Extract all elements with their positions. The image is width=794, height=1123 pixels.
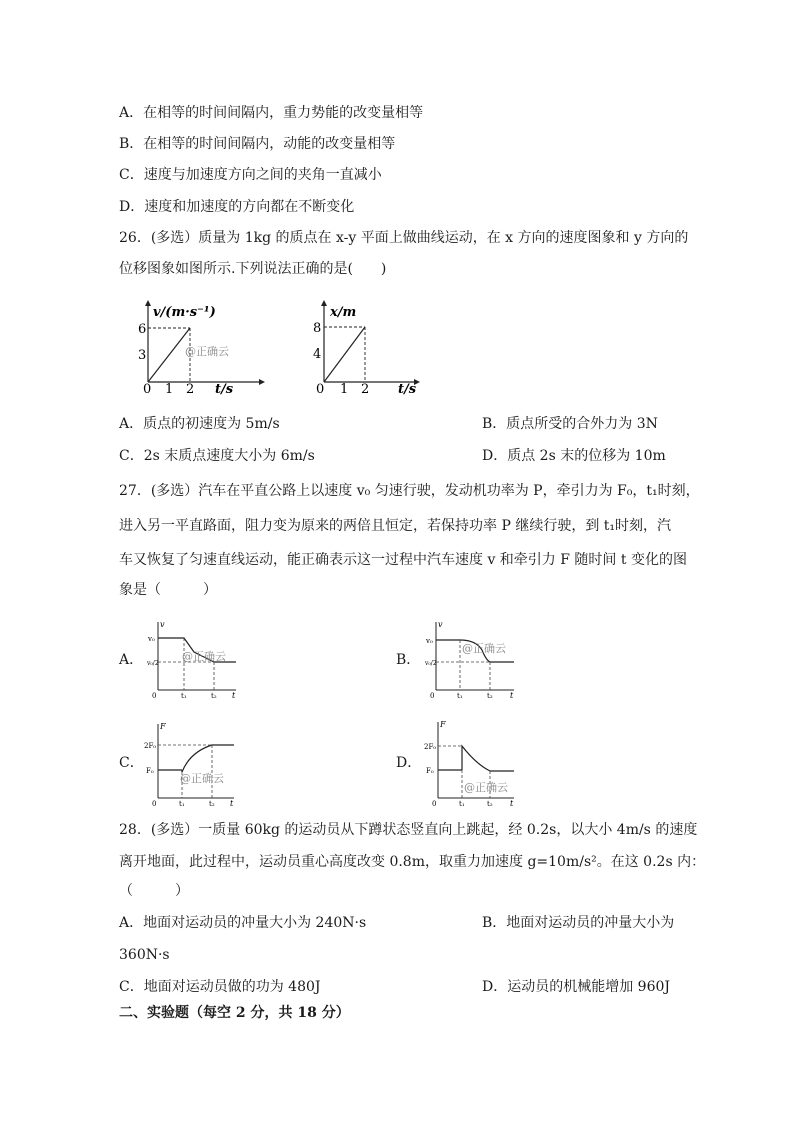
q27b-t-axis: t xyxy=(510,691,514,698)
q28-option-b-line1: B．地面对运动员的冲量大小为 xyxy=(482,915,675,931)
graph1-ytick-3: 3 xyxy=(138,348,147,363)
q28-stem-line3: （ ） xyxy=(119,883,189,899)
q27c-f-axis: F xyxy=(160,722,166,731)
q27d-f-axis: F xyxy=(440,720,446,729)
q26-option-a: A．质点的初速度为 5m/s xyxy=(119,416,280,432)
graph1-ytick-6: 6 xyxy=(138,322,147,337)
q27c-t-axis: t xyxy=(230,799,234,806)
graph2-xtick-2: 2 xyxy=(361,382,370,396)
graph2-ytick-4: 4 xyxy=(313,347,322,362)
q26-stem-line1: 26．(多选）质量为 1kg 的质点在 x-y 平面上做曲线运动，在 x 方向的速度图象和 y 方向的 xyxy=(119,230,689,246)
q27a-t-axis: t xyxy=(232,691,236,698)
q26-option-d: D．质点 2s 末的位移为 10m xyxy=(482,448,666,464)
q27-stem-line2: 进入另一平直路面，阻力变为原来的两倍且恒定，若保持功率 P 继续行驶，到 t₁时刻，汽 xyxy=(119,518,672,534)
q27a-origin: 0 xyxy=(152,692,157,698)
q26-option-c: C．2s 末质点速度大小为 6m/s xyxy=(119,448,315,464)
q27-graph-c xyxy=(144,720,239,806)
q27a-v0-half: v₀/2 xyxy=(147,660,159,667)
q27a-v-axis: v xyxy=(160,620,165,629)
q25-option-b: B．在相等的时间间隔内，动能的改变量相等 xyxy=(119,136,396,152)
q27c-t2: t₂ xyxy=(209,800,215,806)
q27a-v0: v₀ xyxy=(148,635,155,643)
q27d-t-axis: t xyxy=(510,799,514,806)
q27b-v0-half: v₀/2 xyxy=(425,660,437,667)
q27-stem-line3: 车又恢复了匀速直线运动，能正确表示这一过程中汽车速度 v 和牵引力 F 随时间 t 变化的图 xyxy=(119,552,687,568)
graph1-ylabel: v/(m·s⁻¹) xyxy=(153,305,216,320)
q27b-watermark: @正确云 xyxy=(462,642,506,655)
q27c-f0: F₀ xyxy=(146,767,154,775)
q28-option-d: D．运动员的机械能增加 960J xyxy=(482,979,671,995)
q27d-t1: t₁ xyxy=(459,800,465,806)
graph2-ylabel: x/m xyxy=(330,305,357,320)
q27-graph-b xyxy=(424,618,519,698)
q25-option-d: D．速度和加速度的方向都在不断变化 xyxy=(119,199,355,215)
q27b-v-axis: v xyxy=(438,620,443,629)
q27d-origin: 0 xyxy=(432,800,437,806)
q27-graph-a xyxy=(146,618,241,698)
q26-graph-displacement xyxy=(310,296,425,396)
q26-stem-line2: 位移图象如图所示.下列说法正确的是( ) xyxy=(119,261,387,277)
q27-option-a-label: A． xyxy=(119,652,144,668)
q26-option-b: B．质点所受的合外力为 3N xyxy=(482,416,658,432)
q28-option-b-line2: 360N·s xyxy=(119,947,170,963)
q27c-watermark: @正确云 xyxy=(180,772,224,785)
q27c-origin: 0 xyxy=(152,800,157,806)
q27a-t1: t₁ xyxy=(181,692,187,698)
q26-graph-velocity xyxy=(135,296,265,396)
q28-stem-line1: 28．(多选）一质量 60kg 的运动员从下蹲状态竖直向上跳起，经 0.2s，以大小 4m/s 的速度 xyxy=(119,822,698,838)
q27d-t2: t₂ xyxy=(487,800,493,806)
q27-stem-line4: 象是（ ） xyxy=(119,582,217,598)
graph1-xlabel: t/s xyxy=(215,382,234,396)
q27a-t2: t₂ xyxy=(211,692,217,698)
q27d-watermark: @正确云 xyxy=(464,781,508,794)
q27-option-b-label: B． xyxy=(396,652,421,668)
graph2-ytick-8: 8 xyxy=(313,321,322,336)
q27d-f0: F₀ xyxy=(426,767,434,775)
graph2-xtick-0: 0 xyxy=(316,382,325,396)
q27-stem-line1: 27．(多选）汽车在平直公路上以速度 v₀ 匀速行驶，发动机功率为 P，牵引力为 F₀，t₁时刻， xyxy=(119,483,700,499)
q27b-origin: 0 xyxy=(430,692,435,698)
q27d-2f0: 2F₀ xyxy=(424,743,437,751)
q27c-t1: t₁ xyxy=(179,800,185,806)
q27-graph-d xyxy=(424,718,519,806)
q27-option-c-label: C． xyxy=(119,755,144,771)
q27b-t1: t₁ xyxy=(457,692,463,698)
graph1-watermark: @正确云 xyxy=(185,345,229,358)
q27c-2f0: 2F₀ xyxy=(144,742,157,750)
q25-option-a: A．在相等的时间间隔内，重力势能的改变量相等 xyxy=(119,105,424,121)
graph1-xtick-0: 0 xyxy=(143,382,152,396)
q25-option-c: C．速度与加速度方向之间的夹角一直减小 xyxy=(119,167,382,183)
graph2-xtick-1: 1 xyxy=(340,382,349,396)
graph1-xtick-2: 2 xyxy=(186,382,195,396)
q27a-watermark: @正确云 xyxy=(182,650,226,663)
graph1-xtick-1: 1 xyxy=(165,382,174,396)
q27b-t2: t₂ xyxy=(487,692,493,698)
q28-option-a: A．地面对运动员的冲量大小为 240N·s xyxy=(119,915,367,931)
section-heading: 二、实验题（每空 2 分，共 18 分） xyxy=(119,1005,350,1021)
q27b-v0: v₀ xyxy=(426,637,433,645)
q27-option-d-label: D． xyxy=(396,755,422,771)
q28-stem-line2: 离开地面，此过程中，运动员重心高度改变 0.8m，取重力加速度 g=10m/s²。在这 0.2s 内： xyxy=(119,854,706,870)
q28-option-c: C．地面对运动员做的功为 480J xyxy=(119,979,321,995)
graph2-xlabel: t/s xyxy=(398,382,417,396)
